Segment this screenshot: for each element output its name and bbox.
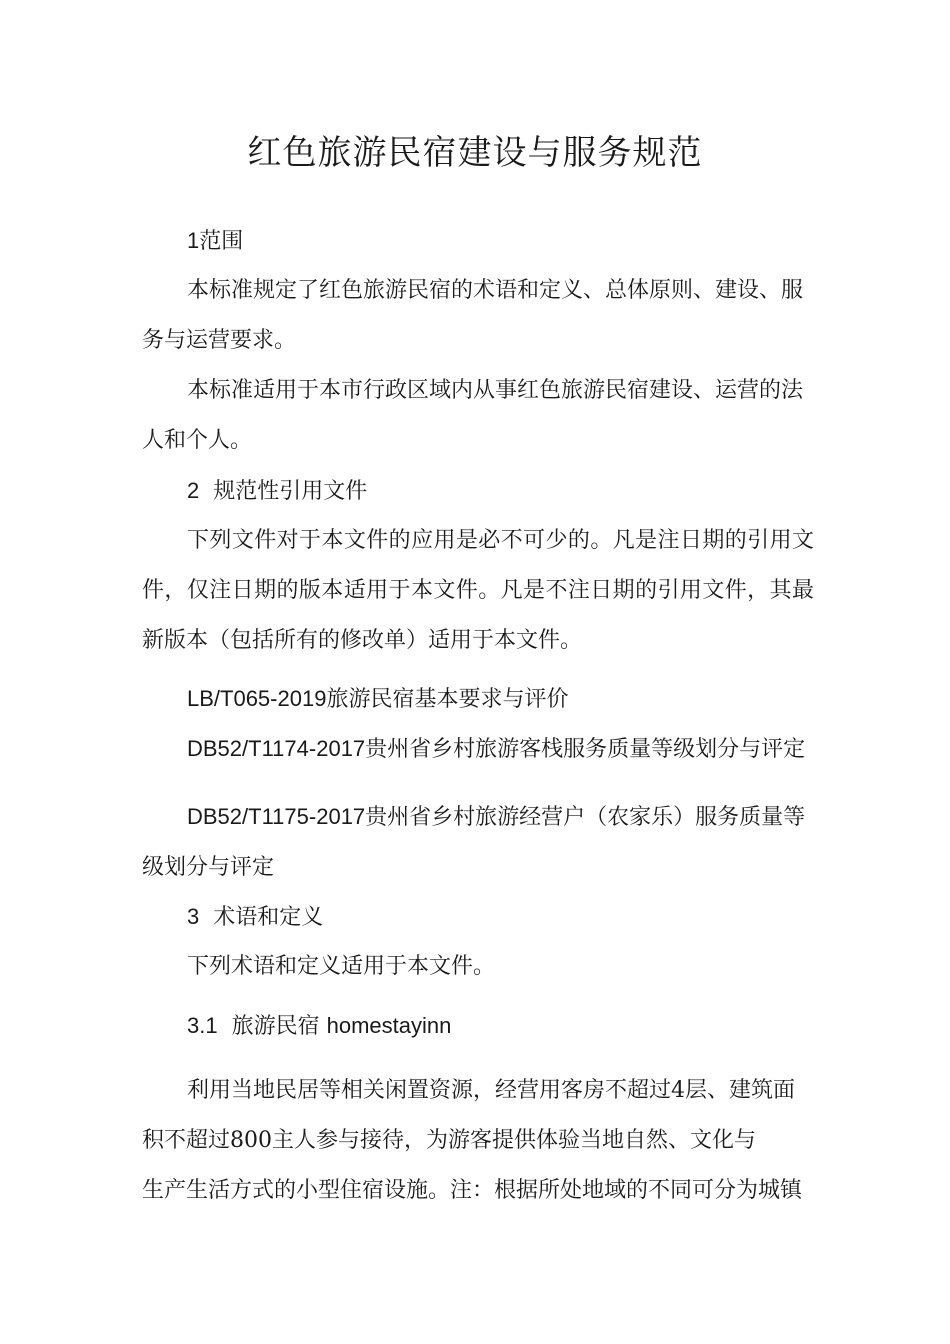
reference-code: DB52/T1175-2017: [187, 804, 366, 829]
reference-item: [187, 724, 805, 775]
term-definition-line-3: 生产生活方式的小型住宿设施。注：根据所处地域的不同可分为城镇: [142, 1178, 803, 1203]
document-title: 红色旅游民宿建设与服务规范: [247, 133, 703, 173]
section-1-heading: [187, 216, 243, 267]
term-definition-line-2: 积不超过800主人参与接待，为游客提供体验当地自然、文化与: [142, 1128, 756, 1153]
section-3-paragraph-1: 下列术语和定义适用于本文件。: [187, 954, 496, 979]
reference-item: [142, 792, 814, 893]
reference-code: DB52/T1174-2017: [187, 736, 366, 761]
section-1-title: 范围: [199, 229, 244, 254]
section-2-heading: [187, 466, 367, 517]
section-3-title: 术语和定义: [213, 905, 324, 930]
reference-title: 贵州省乡村旅游客栈服务质量等级划分与评定: [365, 737, 806, 762]
section-1-paragraph-2: 本标准适用于本市行政区域内从事红色旅游民宿建设、运营的法人和个人。: [142, 378, 804, 453]
term-name: 旅游民宿: [231, 1014, 320, 1039]
section-2-title: 规范性引用文件: [213, 479, 368, 504]
term-number: 3.1: [187, 1013, 218, 1038]
section-1-paragraph-1: 本标准规定了红色旅游民宿的术语和定义、总体原则、建设、服务与运营要求。: [142, 278, 804, 353]
section-3-number: 3: [187, 904, 200, 929]
reference-code: LB/T065-2019: [187, 686, 327, 711]
section-2-paragraph-1: 下列文件对于本文件的应用是必不可少的。凡是注日期的引用文件，仅注日期的版本适用于本文件。凡是不注日期的引用文件，其最新版本（包括所有的修改单）适用于本文件。: [142, 528, 814, 653]
reference-item: [187, 674, 568, 725]
section-3-heading: [187, 892, 323, 943]
reference-title: 贵州省乡村旅游经营户（农家乐）服务质量等级划分与评定: [142, 805, 806, 880]
section-1-number: 1: [187, 228, 200, 253]
term-english: homestayinn: [326, 1013, 452, 1038]
term-heading: [187, 1001, 451, 1052]
section-2-number: 2: [187, 478, 200, 503]
reference-title: 旅游民宿基本要求与评价: [326, 687, 569, 712]
term-definition-line-1: 利用当地民居等相关闲置资源，经营用客房不超过4层、建筑面: [187, 1078, 795, 1103]
